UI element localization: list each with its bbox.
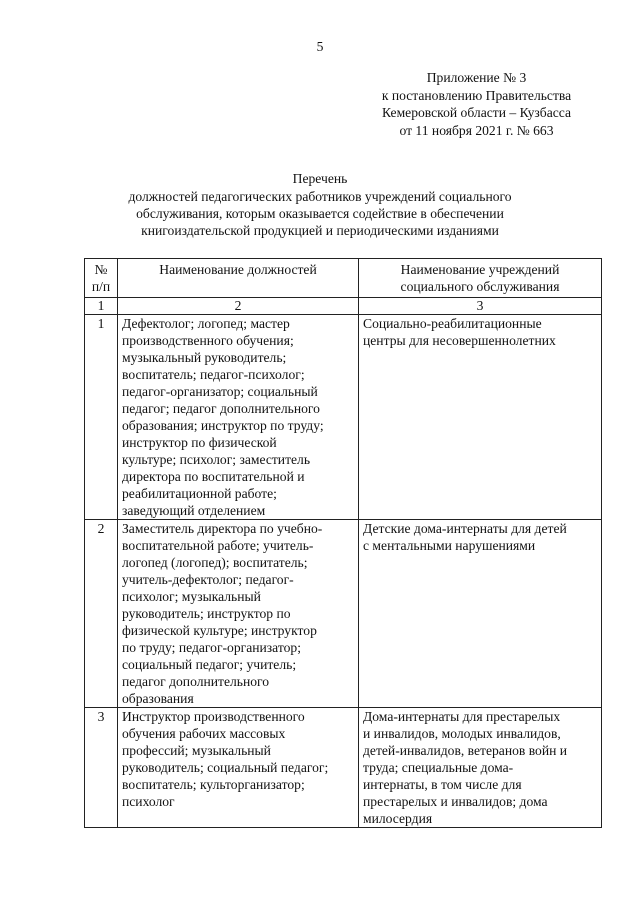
row-text-line: воспитатель; культорганизатор; — [122, 777, 305, 792]
row-text-line: инструктор по физической — [122, 435, 277, 450]
row-text-line: социальный педагог; учитель; — [122, 657, 297, 672]
row-text-line: педагог; педагог дополнительного — [122, 401, 320, 416]
document-title-block — [80, 170, 560, 239]
header-institution-line: социального обслуживания — [400, 279, 560, 294]
appendix-header — [360, 69, 593, 139]
row-text-line: Социально-реабилитационные — [363, 316, 542, 331]
header-institution — [359, 259, 602, 298]
row-text-line: воспитатель; педагог-психолог; — [122, 367, 305, 382]
row-text-line: психолог — [122, 794, 175, 809]
row-text-line: логопед (логопед); воспитатель; — [122, 555, 308, 570]
row-positions — [118, 315, 359, 520]
row-text-line: центры для несовершеннолетних — [363, 333, 556, 348]
row-text-line: руководитель; социальный педагог; — [122, 760, 329, 775]
row-institutions — [359, 315, 602, 520]
row-text-line: директора по воспитательной и — [122, 469, 305, 484]
subtitle-line: должностей педагогических работников учреждений социального — [128, 189, 512, 204]
row-text-line: детей-инвалидов, ветеранов войн и — [363, 743, 568, 758]
row-text-line: образования — [122, 691, 194, 706]
subtitle-line: обслуживания, которым оказывается содействие в обеспечении — [136, 206, 504, 221]
row-text-line: с ментальными нарушениями — [363, 538, 536, 553]
row-text-line: психолог; музыкальный — [122, 589, 261, 604]
table-row — [85, 708, 602, 828]
header-position — [118, 259, 359, 298]
appendix-line: к постановлению Правительства — [381, 87, 572, 103]
row-text-line: и инвалидов, молодых инвалидов, — [363, 726, 561, 741]
header-num — [85, 259, 118, 298]
table-header-row — [85, 259, 602, 298]
row-text-line: педагог-организатор; социальный — [122, 384, 318, 399]
row-text-line: физической культуре; инструктор — [122, 623, 317, 638]
row-text-line: профессий; музыкальный — [122, 743, 271, 758]
subtitle-line: книгоиздательской продукцией и периодическими изданиями — [141, 223, 499, 238]
table-row — [85, 520, 602, 708]
row-text-line: педагог дополнительного — [122, 674, 270, 689]
column-number-row — [85, 298, 602, 315]
row-institutions — [359, 708, 602, 828]
row-institutions — [359, 520, 602, 708]
row-text-line: милосердия — [363, 811, 433, 826]
row-text-line: обучения рабочих массовых — [122, 726, 286, 741]
row-text-line: Инструктор производственного — [122, 709, 305, 724]
row-text-line: производственного обучения; — [122, 333, 294, 348]
row-text-line: Дефектолог; логопед; мастер — [122, 316, 290, 331]
header-num-line: № — [94, 262, 108, 277]
row-number: 2 — [85, 520, 118, 708]
header-num-line: п/п — [91, 279, 111, 294]
row-text-line: труда; специальные дома- — [363, 760, 514, 775]
row-text-line: учитель-дефектолог; педагог- — [122, 572, 294, 587]
header-institution-line: Наименование учреждений — [400, 262, 560, 277]
row-text-line: престарелых и инвалидов; дома — [363, 794, 548, 809]
row-text-line: образования; инструктор по труду; — [122, 418, 324, 433]
row-text-line: реабилитационной работе; — [122, 486, 277, 501]
row-text-line: воспитательной работе; учитель- — [122, 538, 314, 553]
row-text-line: руководитель; инструктор по — [122, 606, 291, 621]
column-number: 1 — [85, 298, 118, 315]
table-row — [85, 315, 602, 520]
document-title: Перечень — [292, 171, 348, 186]
column-number: 2 — [118, 298, 359, 315]
column-number: 3 — [359, 298, 602, 315]
positions-table — [84, 258, 602, 828]
header-position-line: Наименование должностей — [159, 262, 317, 277]
row-number: 3 — [85, 708, 118, 828]
row-text-line: музыкальный руководитель; — [122, 350, 287, 365]
row-text-line: культуре; психолог; заместитель — [122, 452, 311, 467]
document-subtitle — [80, 188, 560, 239]
row-text-line: интернаты, в том числе для — [363, 777, 522, 792]
row-text-line: заведующий отделением — [122, 503, 266, 518]
appendix-line: Приложение № 3 — [426, 70, 527, 85]
page-number: 5 — [316, 39, 324, 54]
appendix-line: Кемеровской области – Кузбасса — [381, 105, 572, 120]
row-text-line: Дома-интернаты для престарелых — [363, 709, 561, 724]
appendix-line: от 11 ноября 2021 г. № 663 — [399, 122, 554, 138]
row-text-line: по труду; педагог-организатор; — [122, 640, 301, 655]
row-text-line: Заместитель директора по учебно- — [122, 521, 323, 536]
row-number: 1 — [85, 315, 118, 520]
row-positions — [118, 708, 359, 828]
row-text-line: Детские дома-интернаты для детей — [363, 521, 567, 536]
row-positions — [118, 520, 359, 708]
